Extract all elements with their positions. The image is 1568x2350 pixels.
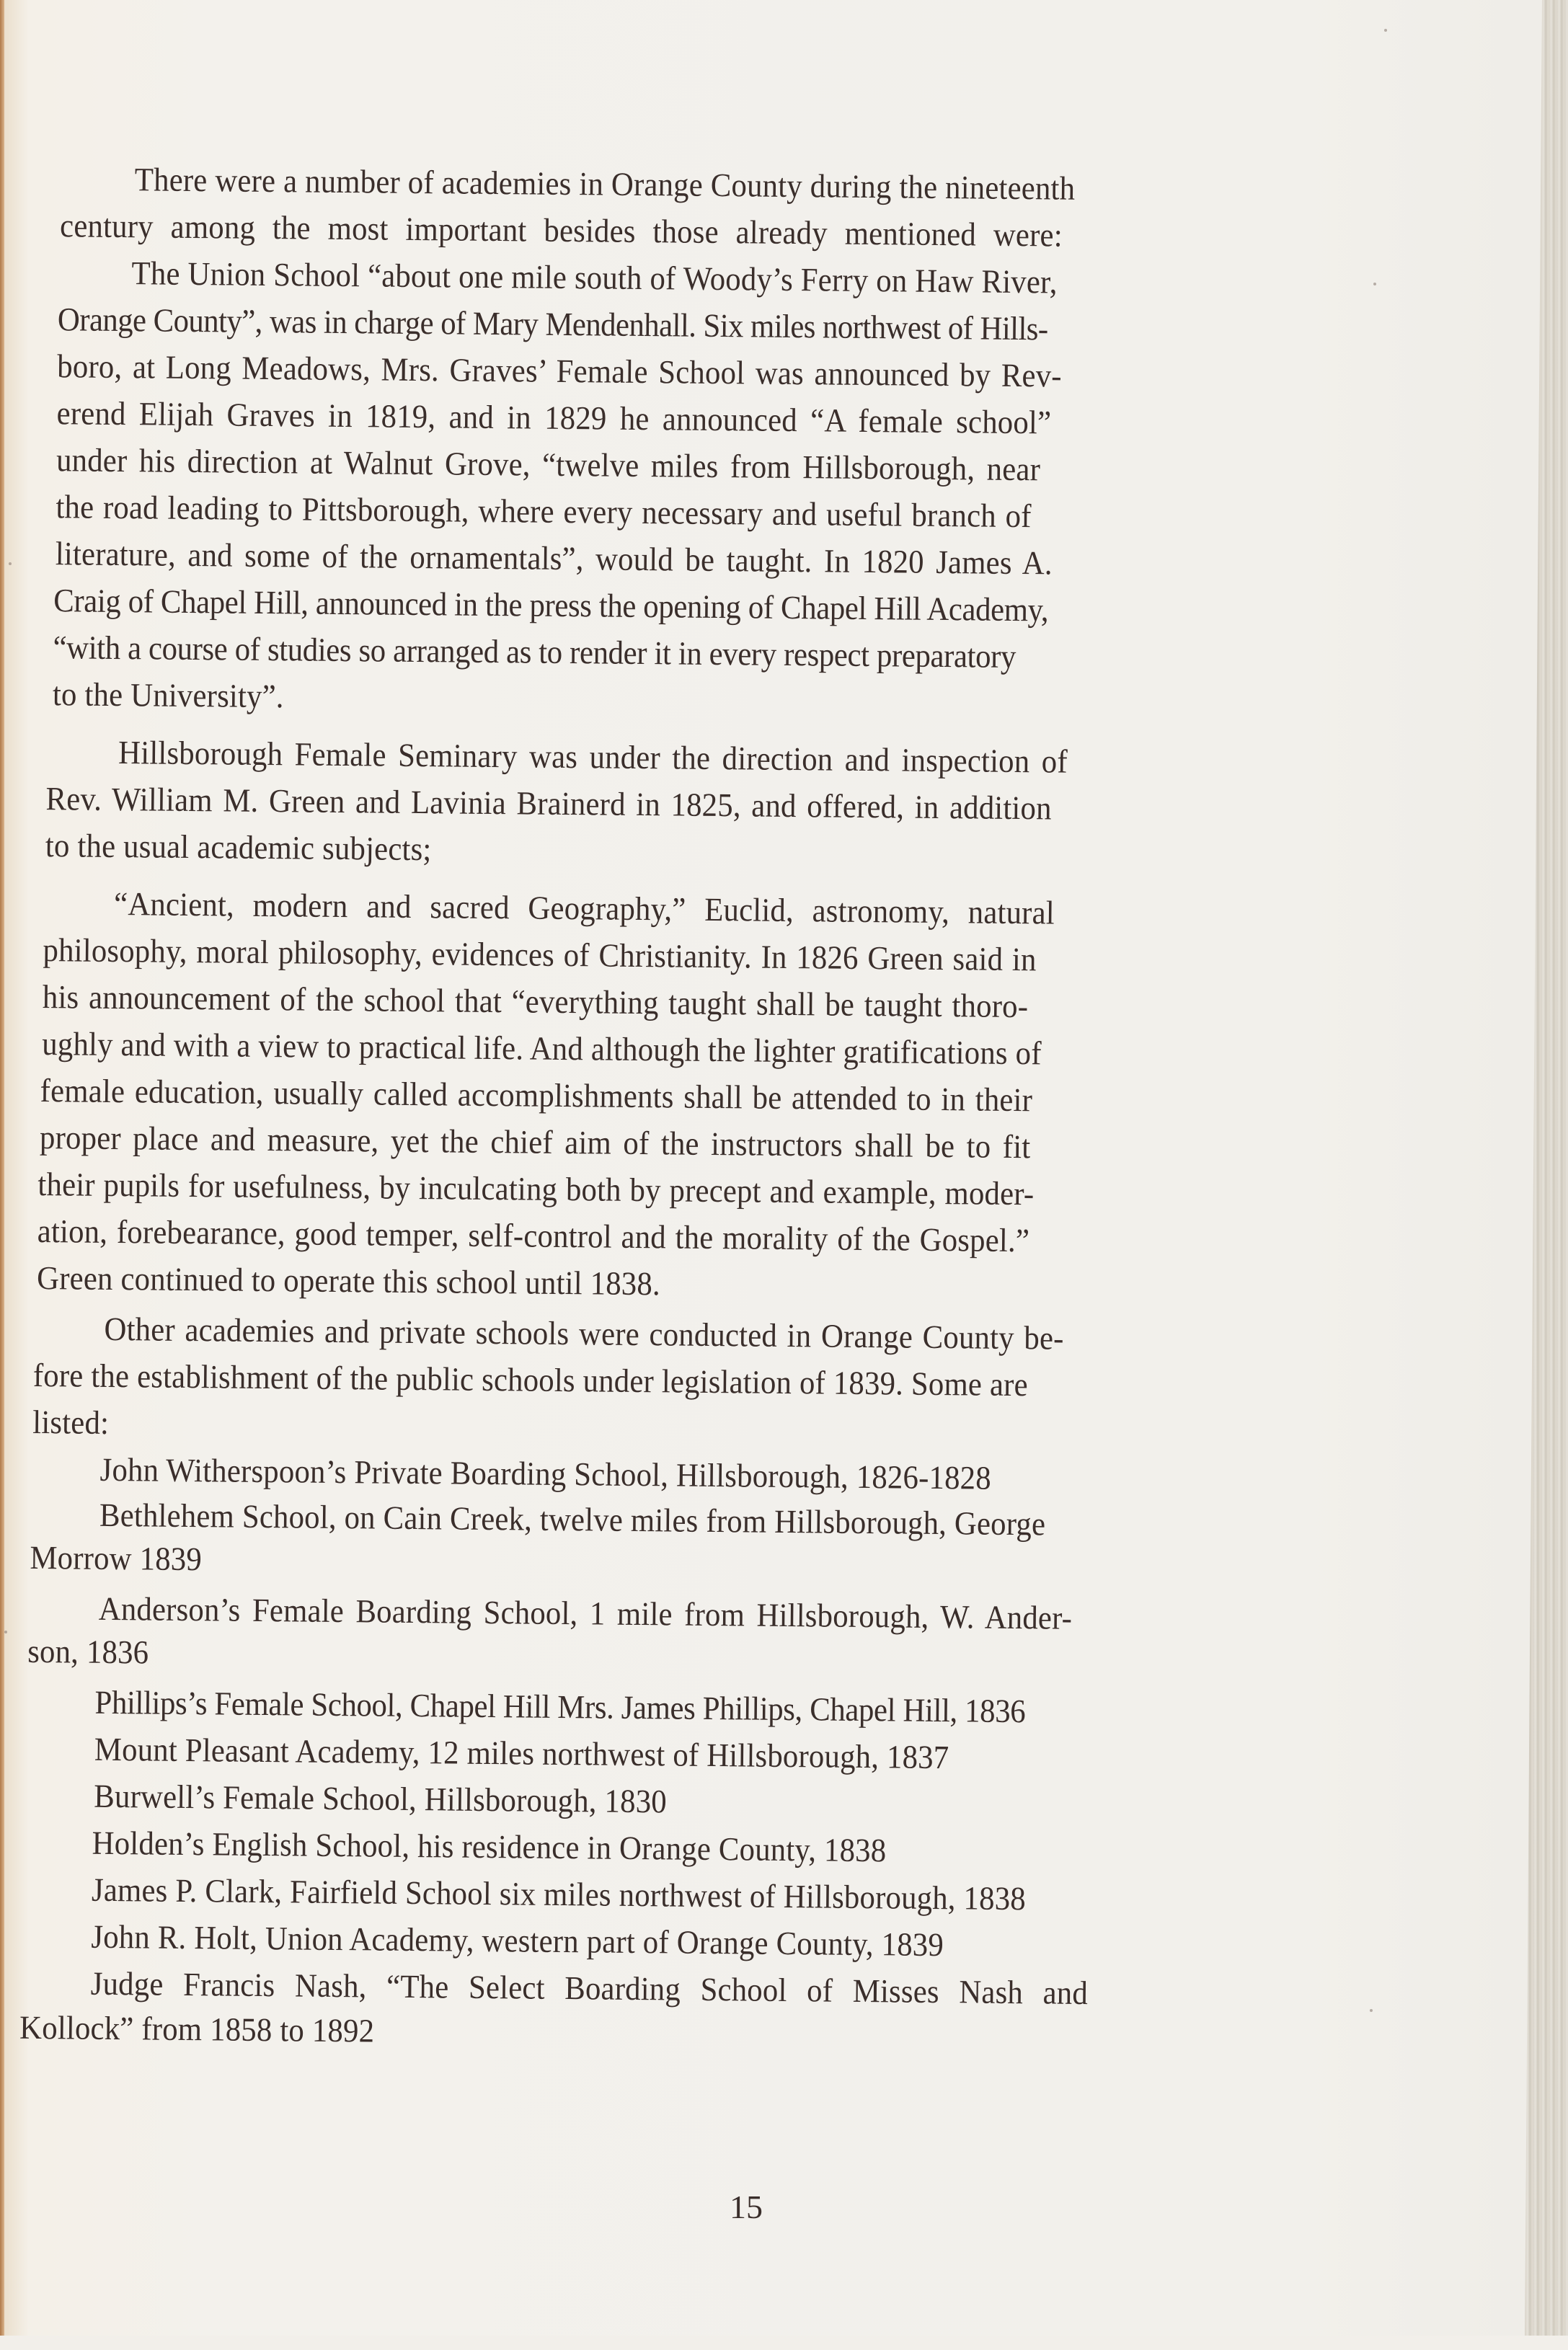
text-line: female education, usually called accomplishments shall be attended to in their: [40, 1072, 1033, 1119]
speck-mark: [9, 562, 12, 565]
text-line: literature, and some of the ornamentals”, would be taught. In 1820 James A.: [55, 535, 1053, 582]
school-list-item: John Witherspoon’s Private Boarding School, Hillsborough, 1826-1828: [99, 1450, 992, 1497]
text-line: fore the establishment of the public schools under legislation of 1839. Some are: [32, 1356, 1029, 1404]
text-line: Other academies and private schools were conducted in Orange County be-: [104, 1310, 1064, 1357]
text-line: under his direction at Walnut Grove, “twelve miles from Hillsborough, near: [56, 441, 1041, 488]
text-line: the road leading to Pittsborough, where every necessary and useful branch of: [56, 488, 1032, 535]
text-line: boro, at Long Meadows, Mrs. Graves’ Female School was announced by Rev-: [57, 347, 1062, 394]
text-line: his announcement of the school that “everything taught shall be taught thoro-: [42, 978, 1029, 1025]
school-list-item: Holden’s English School, his residence in Orange County, 1838: [92, 1824, 887, 1869]
text-line: “Ancient, modern and sacred Geography,” Euclid, astronomy, natural: [113, 884, 1055, 931]
text-line: to the usual academic subjects;: [45, 827, 432, 868]
text-line: century among the most important besides those already mentioned were:: [59, 207, 1063, 254]
page-number: 15: [730, 2189, 763, 2225]
text-line: Green continued to operate this school until 1838.: [36, 1259, 661, 1303]
speck-mark: [1370, 2009, 1373, 2012]
text-line: their pupils for usefulness, by inculcating both by precept and example, moder-: [37, 1165, 1035, 1212]
text-line: Hillsborough Female Seminary was under the direction and inspection of: [118, 734, 1068, 780]
text-line: There were a number of academies in Orange County during the nineteenth: [134, 161, 1076, 207]
school-list-item: Anderson’s Female Boarding School, 1 mile from Hillsborough, W. Ander-: [98, 1589, 1073, 1636]
school-list-item: John R. Holt, Union Academy, western part of Orange County, 1839: [91, 1917, 944, 1964]
text-line: ation, forebearance, good temper, self-control and the morality of the Gospel.”: [37, 1212, 1030, 1259]
text-line: erend Elijah Graves in 1819, and in 1829 he announced “A female school”: [56, 394, 1052, 441]
school-list-item: Judge Francis Nash, “The Select Boarding School of Misses Nash and: [90, 1964, 1089, 2012]
text-line: to the University”.: [52, 675, 284, 715]
school-list-item-continuation: Morrow 1839: [30, 1538, 203, 1578]
text-line: “with a course of studies so arranged as to render it in every respect preparatory: [53, 629, 1016, 675]
speck-mark: [1384, 29, 1387, 32]
school-list-item: Mount Pleasant Academy, 12 miles northwest of Hillsborough, 1837: [94, 1730, 949, 1776]
text-line: The Union School “about one mile south of Woody’s Ferry on Haw River,: [131, 254, 1058, 301]
school-list-item: James P. Clark, Fairfield School six miles northwest of Hillsborough, 1838: [91, 1871, 1027, 1917]
school-list-item: Bethlehem School, on Cain Creek, twelve miles from Hillsborough, George: [99, 1496, 1046, 1543]
text-line: Rev. William M. Green and Lavinia Brainerd in 1825, and offered, in addition: [45, 780, 1052, 827]
text-line: Craig of Chapel Hill, announced in the press the opening of Chapel Hill Academy,: [53, 582, 1049, 629]
school-list-item-continuation: son, 1836: [27, 1632, 149, 1671]
text-line: proper place and measure, yet the chief aim of the instructors shall be to fit: [39, 1119, 1031, 1166]
text-line: Orange County”, was in charge of Mary Mendenhall. Six miles northwest of Hills-: [57, 301, 1048, 347]
text-line: philosophy, moral philosophy, evidences of Christianity. In 1826 Green said in: [43, 931, 1037, 978]
school-list-item: Burwell’s Female School, Hillsborough, 1830: [94, 1777, 668, 1820]
text-line: listed:: [32, 1403, 110, 1441]
text-line: ughly and with a view to practical life. And although the lighter gratifications of: [42, 1025, 1042, 1072]
speck-mark: [1373, 283, 1376, 285]
speck-mark: [4, 1631, 7, 1633]
school-list-item-continuation: Kollock” from 1858 to 1892: [19, 2008, 375, 2049]
school-list-item: Phillips’s Female School, Chapel Hill Mrs. James Phillips, Chapel Hill, 1836: [94, 1683, 1026, 1730]
